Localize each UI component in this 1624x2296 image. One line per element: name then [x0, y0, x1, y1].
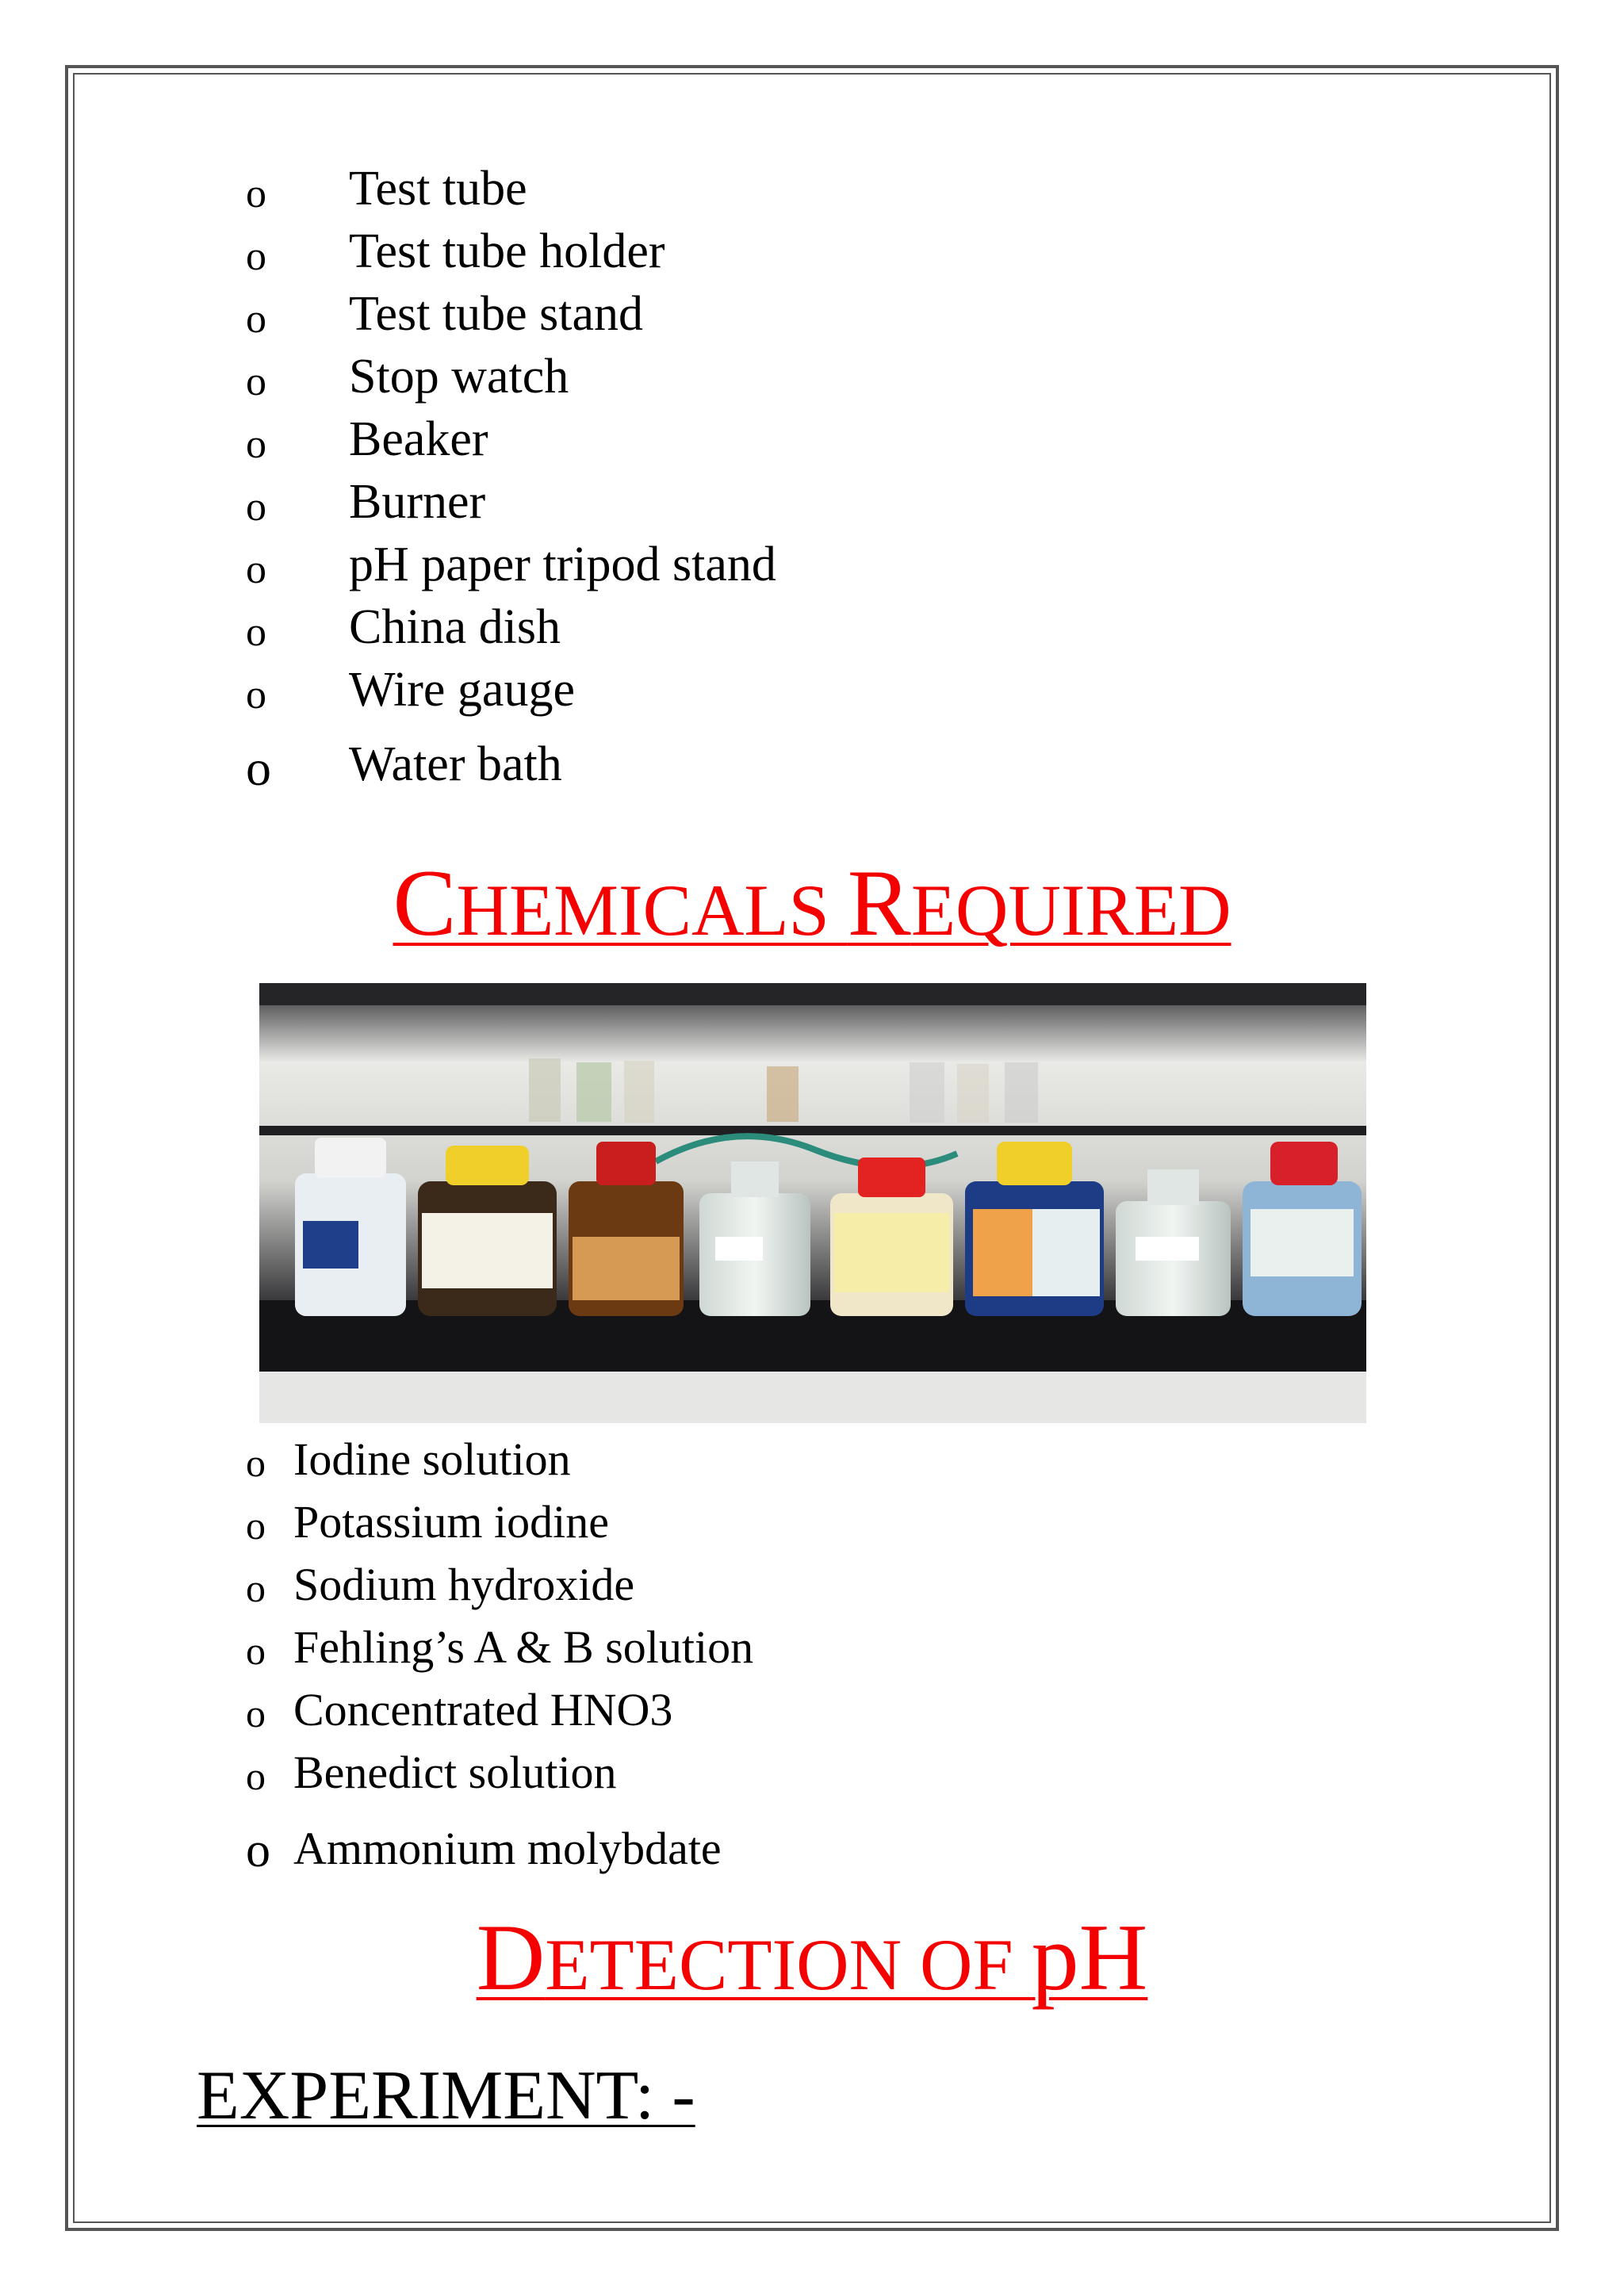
bullet-icon: o	[246, 1503, 266, 1548]
bullet-icon: o	[246, 672, 266, 718]
bullet-icon: o	[246, 1628, 266, 1673]
bullet-icon: o	[246, 1441, 266, 1485]
bullet-icon: o	[246, 610, 266, 655]
bullet-icon: o	[246, 547, 266, 592]
bullet-icon: o	[246, 359, 266, 404]
bullet-icon: o	[246, 422, 266, 467]
experiment-label: EXPERIMENT: -	[197, 2057, 695, 2134]
bullet-icon: o	[246, 1823, 270, 1877]
bullet-icon: o	[246, 1691, 266, 1735]
chemical-bottles-photo	[259, 983, 1366, 1423]
bullet-icon: o	[246, 1754, 266, 1798]
detection-of-ph-heading: DETECTION OF pH	[476, 1904, 1148, 2010]
bullet-icon: o	[246, 740, 271, 796]
bullet-icon: o	[246, 171, 266, 216]
bullet-icon: o	[246, 1566, 266, 1610]
bullet-icon: o	[246, 297, 266, 342]
chemicals-required-heading: CHEMICALS REQUIRED	[393, 850, 1231, 955]
bullet-icon: o	[246, 484, 266, 530]
bullet-icon: o	[246, 234, 266, 279]
